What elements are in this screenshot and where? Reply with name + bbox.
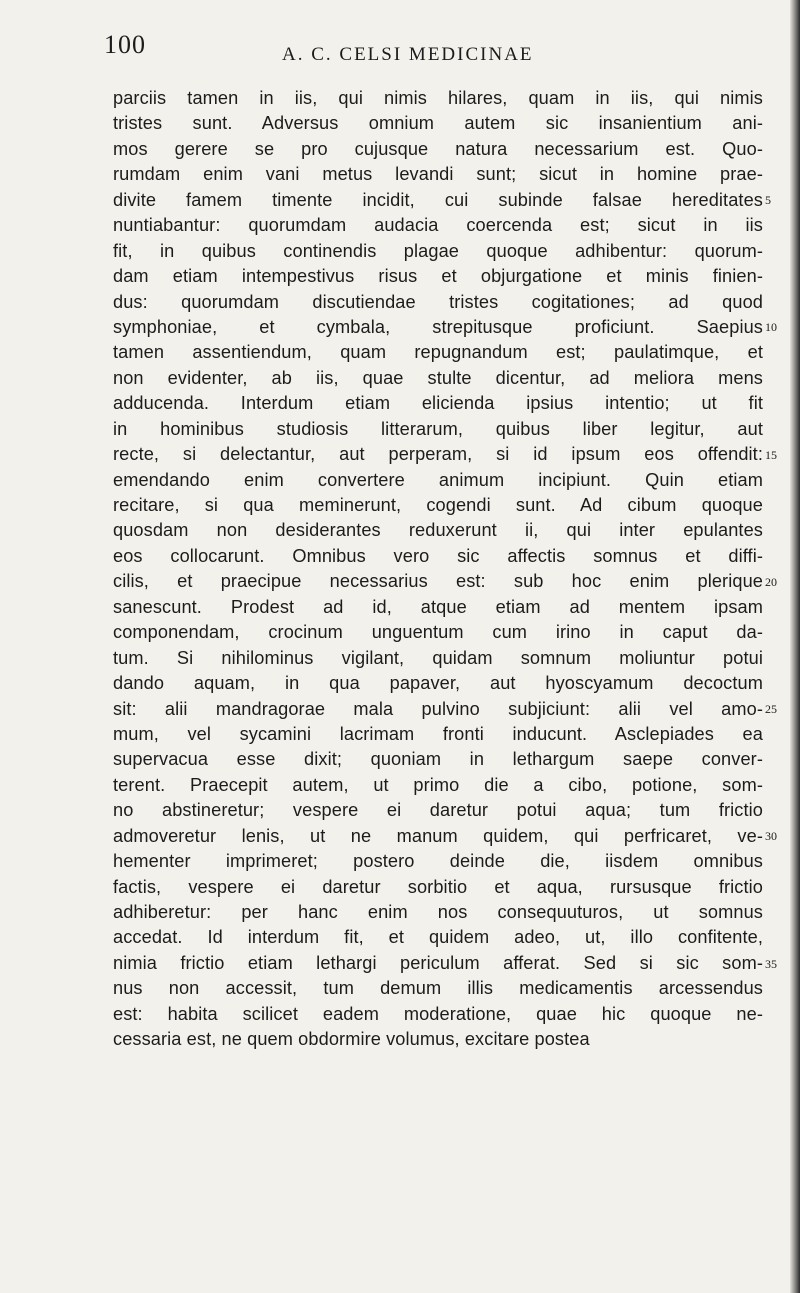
text-line: nimia frictio etiam lethargi periculum afferat. Sed si sic som- (113, 952, 763, 973)
page-header (0, 30, 800, 70)
text-line: tum. Si nihilominus vigilant, quidam somnum moliuntur potui (113, 647, 763, 668)
text-line: adhiberetur: per hanc enim nos consequuturos, ut somnus (113, 902, 763, 922)
body-text (113, 86, 763, 1053)
text-line: emendando enim convertere animum incipiunt. Quin etiam (113, 469, 763, 490)
text-line: sanescunt. Prodest ad id, atque etiam ad mentem ipsam (113, 596, 763, 617)
text-line: cilis, et praecipue necessarius est: sub hoc enim plerique (113, 571, 763, 592)
text-line: dando aquam, in qua papaver, aut hyoscyamum decoctum (113, 673, 763, 694)
line-number: 30 (765, 829, 777, 843)
text-line: symphoniae, et cymbala, strepitusque proficiunt. Saepius (113, 316, 763, 337)
text-line: dam etiam intempestivus risus et objurgatione et minis finien- (113, 266, 763, 287)
text-line: nuntiabantur: quorumdam audacia coercenda est; sicut in iis (113, 215, 763, 236)
text-line: dus: quorumdam discutiendae tristes cogitationes; ad quod (113, 291, 763, 312)
text-line: componendam, crocinum unguentum cum irino in caput da- (113, 622, 763, 643)
text-line: hementer imprimeret; postero deinde die, iisdem omnibus (113, 851, 763, 872)
text-line: fit, in quibus continendis plagae quoque adhibentur: quorum- (113, 240, 763, 261)
text-line: nus non accessit, tum demum illis medicamentis arcessendus (113, 978, 763, 999)
line-number: 10 (765, 320, 777, 334)
line-number: 15 (765, 448, 777, 462)
text-line: terent. Praecepit autem, ut primo die a cibo, potione, som- (113, 774, 763, 795)
text-line: divite famem timente incidit, cui subinde falsae hereditates (113, 189, 763, 210)
line-number: 25 (765, 702, 777, 716)
text-line: mum, vel sycamini lacrimam fronti inducunt. Asclepiades ea (113, 723, 763, 744)
text-line: in hominibus studiosis litterarum, quibus liber legitur, aut (113, 418, 763, 439)
text-line: cessaria est, ne quem obdormire volumus, excitare postea (113, 1029, 590, 1050)
text-line: mos gerere se pro cujusque natura necessarium est. Quo- (113, 138, 763, 159)
text-line: factis, vespere ei daretur sorbitio et aqua, rursusque frictio (113, 876, 763, 897)
text-line: rumdam enim vani metus levandi sunt; sicut in homine prae- (113, 164, 763, 185)
text-line: eos collocarunt. Omnibus vero sic affectis somnus et diffi- (113, 545, 763, 566)
text-line: adducenda. Interdum etiam elicienda ipsius intentio; ut fit (113, 393, 763, 414)
text-line: accedat. Id interdum fit, et quidem adeo, ut, illo confitente, (113, 927, 763, 948)
text-line: recitare, si qua meminerunt, cogendi sunt. Ad cibum quoque (113, 495, 763, 515)
page-number: 100 (104, 30, 146, 59)
text-line: quosdam non desiderantes reduxerunt ii, qui inter epulantes (113, 520, 763, 541)
line-number: 20 (765, 575, 777, 589)
text-line: recte, si delectantur, aut perperam, si id ipsum eos offendit: (113, 444, 763, 465)
line-number: 35 (765, 957, 777, 971)
text-line: sit: alii mandragorae mala pulvino subjiciunt: alii vel amo- (113, 698, 763, 719)
text-line: tamen assentiendum, quam repugnandum est; paulatimque, et (113, 342, 763, 363)
text-line: no abstineretur; vespere ei daretur potui aqua; tum frictio (113, 800, 763, 821)
text-line: admoveretur lenis, ut ne manum quidem, qui perfricaret, ve- (113, 825, 763, 846)
text-line: tristes sunt. Adversus omnium autem sic insanientium ani- (113, 113, 763, 134)
text-line: est: habita scilicet eadem moderatione, quae hic quoque ne- (113, 1003, 763, 1024)
text-line: parciis tamen in iis, qui nimis hilares, quam in iis, qui nimis (113, 88, 763, 108)
running-title: A. C. CELSI MEDICINAE (282, 44, 534, 65)
text-line: supervacua esse dixit; quoniam in lethargum saepe conver- (113, 749, 763, 770)
page-binding-edge (790, 0, 800, 1293)
text-line: non evidenter, ab iis, quae stulte dicentur, ad meliora mens (113, 367, 763, 388)
line-number: 5 (765, 193, 771, 207)
